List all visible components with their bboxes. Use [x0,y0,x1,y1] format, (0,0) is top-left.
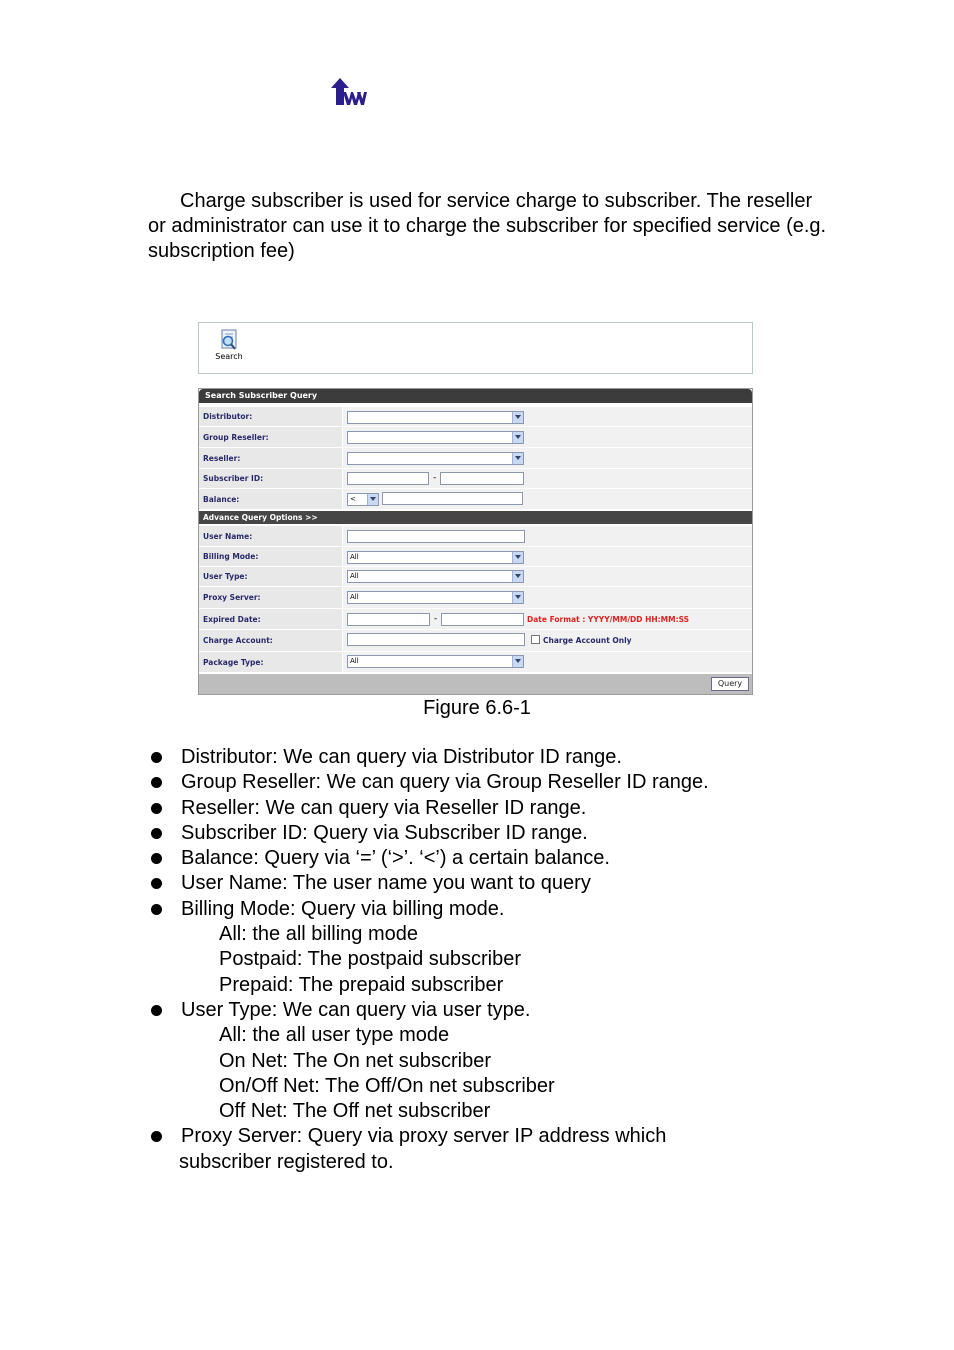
group-reseller-label: Group Reseller: [199,427,343,447]
row-group-reseller [199,427,752,448]
charge-account-only-checkbox[interactable] [531,635,540,644]
row-distributor [199,407,752,427]
bullet-icon [151,1131,162,1142]
sub-item: Postpaid: The postpaid subscriber [219,948,522,971]
bullet-icon [151,904,162,915]
chevron-down-icon [512,592,523,603]
row-package-type [199,652,752,673]
row-user-name [199,526,752,547]
bullet-icon [151,752,162,763]
search-subscriber-query-form [198,388,753,695]
list-item-text: Balance: Query via ‘=’ (‘>’. ‘<’) a certain balance. [181,847,610,870]
date-format-hint: Date Format : YYYY/MM/DD HH:MM:SS [527,615,690,624]
bullet-icon [151,1005,162,1016]
company-logo-icon [331,78,367,108]
sub-item: All: the all user type mode [219,1024,450,1047]
subscriber-id-label: Subscriber ID: [199,469,343,488]
list-item [148,998,848,1023]
sub-item: On Net: The On net subscriber [219,1049,491,1072]
list-item-text: Distributor: We can query via Distributor ID range. [181,746,622,768]
package-type-value: All [350,657,359,665]
search-label: Search [215,352,243,361]
list-item-text: Billing Mode: Query via billing mode. [181,897,505,920]
search-button[interactable] [209,329,249,369]
bullet-icon [151,878,162,889]
list-item-continuation: subscriber registered to. [179,1150,394,1173]
chevron-down-icon [512,453,523,464]
range-dash: - [434,614,438,624]
sub-item: Off Net: The Off net subscriber [219,1100,491,1123]
row-subscriber-id [199,469,752,489]
row-proxy-server [199,587,752,609]
list-item [148,745,848,770]
user-type-select[interactable] [347,570,524,583]
list-item [148,796,848,821]
user-name-input[interactable] [347,530,525,543]
billing-mode-value: All [350,553,359,561]
chevron-down-icon [512,552,523,563]
package-type-select[interactable] [347,655,524,668]
row-balance [199,489,752,510]
form-footer [199,674,752,694]
list-item-text: User Type: We can query via user type. [181,998,531,1021]
chevron-down-icon [512,412,523,423]
bullet-icon [151,828,162,839]
balance-operator-value: < [350,495,356,503]
charge-account-label: Charge Account: [199,630,343,651]
search-icon [219,329,239,351]
row-billing-mode [199,547,752,567]
expired-date-from-input[interactable] [347,613,430,626]
distributor-label: Distributor: [199,407,343,426]
list-item-text: Subscriber ID: Query via Subscriber ID range. [181,821,588,844]
balance-label: Balance: [199,489,343,509]
expired-date-label: Expired Date: [199,609,343,629]
reseller-label: Reseller: [199,448,343,468]
description-list [148,745,848,1175]
range-dash: - [433,473,437,483]
bullet-icon [151,803,162,814]
charge-account-only-label: Charge Account Only [543,636,632,645]
list-item [148,1124,848,1149]
row-reseller [199,448,752,469]
proxy-server-value: All [350,593,359,601]
bullet-icon [151,853,162,864]
reseller-select[interactable] [347,452,524,465]
list-item-text: Proxy Server: Query via proxy server IP address which [181,1125,667,1148]
chevron-down-icon [512,432,523,443]
expired-date-to-input[interactable] [441,613,524,626]
bullet-icon [151,777,162,788]
subscriber-id-to-input[interactable] [440,472,524,485]
billing-mode-label: Billing Mode: [199,547,343,566]
list-item [148,846,848,871]
balance-input[interactable] [382,492,523,505]
sub-item: Prepaid: The prepaid subscriber [219,973,504,996]
user-name-label: User Name: [199,526,343,546]
charge-account-input[interactable] [347,633,525,646]
row-charge-account [199,630,752,652]
list-item [148,897,848,922]
row-expired-date [199,609,752,630]
user-type-value: All [350,572,359,580]
chevron-down-icon [512,571,523,582]
chevron-down-icon [512,656,523,667]
list-item-text: User Name: The user name you want to query [181,872,591,895]
list-item [148,821,848,846]
sub-item: All: the all billing mode [219,923,418,946]
billing-mode-select[interactable] [347,551,524,564]
toolbar [198,322,753,374]
package-type-label: Package Type: [199,652,343,672]
balance-operator-select[interactable] [347,493,379,506]
group-reseller-select[interactable] [347,431,524,444]
row-user-type [199,567,752,587]
sub-item: On/Off Net: The Off/On net subscriber [219,1074,555,1097]
advance-query-options-toggle[interactable]: Advance Query Options >> [199,511,752,524]
list-item [148,871,848,896]
proxy-server-select[interactable] [347,591,524,604]
chevron-down-icon [367,494,378,505]
subscriber-id-from-input[interactable] [347,472,429,485]
list-item [148,770,848,795]
figure-caption: Figure 6.6-1 [423,697,531,719]
proxy-server-label: Proxy Server: [199,587,343,608]
intro-paragraph: Charge subscriber is used for service charge to subscriber. The reseller or administrator can use it to charge the subscriber for specified service (e.g. subscription fee) [148,190,827,262]
query-button[interactable]: Query [711,677,749,691]
user-type-label: User Type: [199,567,343,586]
list-item-text: Reseller: We can query via Reseller ID range. [181,796,587,819]
form-title: Search Subscriber Query [199,389,752,403]
list-item-text: Group Reseller: We can query via Group Reseller ID range. [181,771,709,794]
distributor-select[interactable] [347,411,524,424]
